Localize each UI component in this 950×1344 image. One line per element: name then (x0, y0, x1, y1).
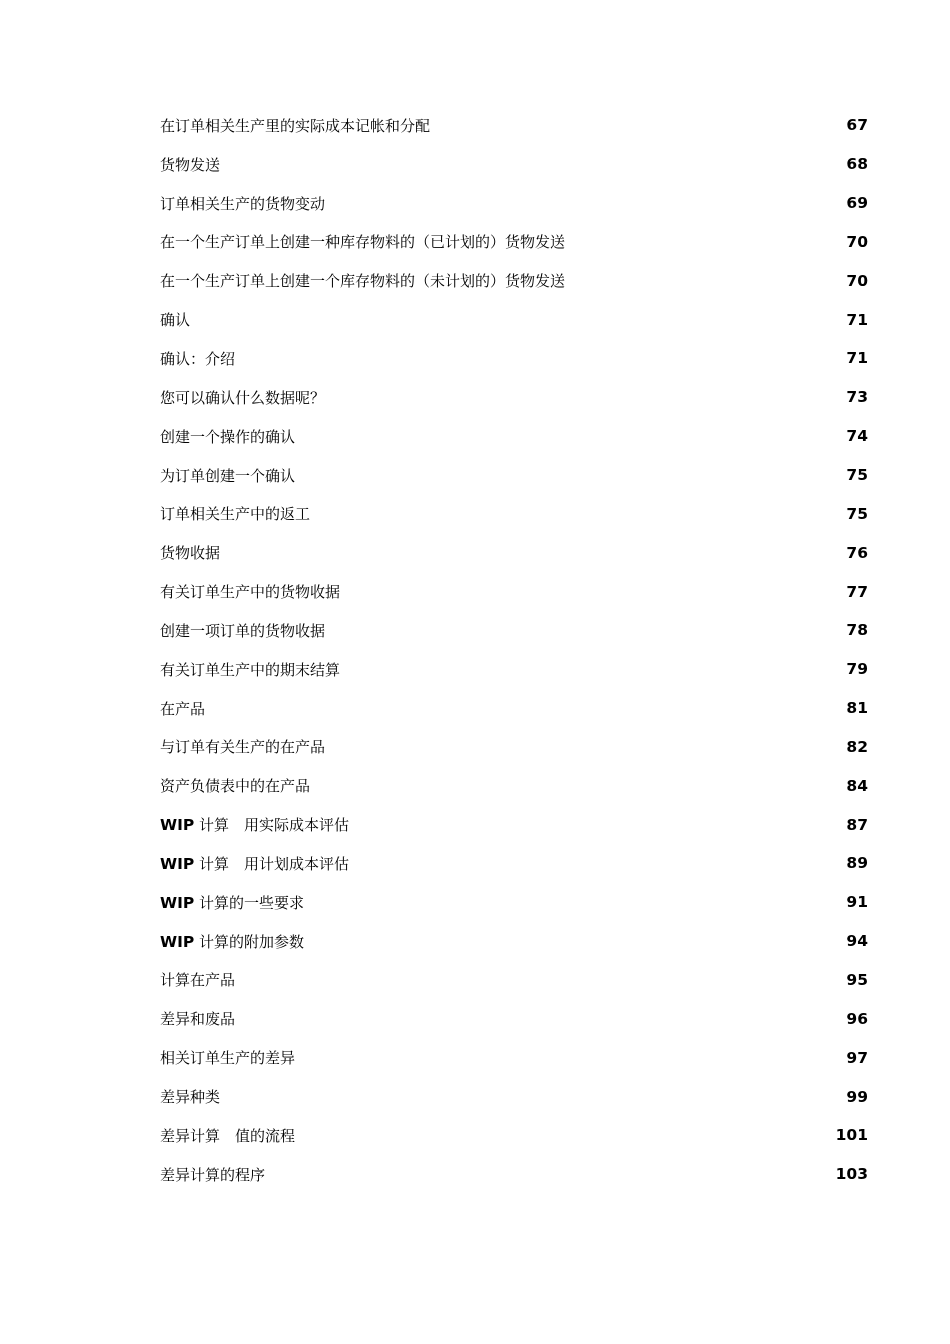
toc-entry[interactable] (160, 611, 868, 650)
toc-entry[interactable] (160, 572, 868, 611)
toc-entry-page-number: 89 (846, 854, 868, 873)
toc-entry-page-number: 71 (846, 310, 868, 329)
toc-entry[interactable] (160, 1077, 868, 1116)
toc-entry-title: 差异计算 值的流程 (160, 1126, 296, 1145)
toc-entry-page-number: 75 (846, 466, 868, 485)
toc-entry-title: 差异和废品 (160, 1010, 236, 1029)
toc-entry-page-number: 68 (846, 155, 868, 174)
toc-entry-title-prefix: WIP (160, 816, 195, 835)
toc-entry-title-prefix: WIP (160, 893, 195, 912)
toc-entry-page-number: 78 (846, 621, 868, 640)
toc-entry-title: 在产品 (160, 699, 206, 718)
toc-entry[interactable] (160, 378, 868, 417)
toc-entry-page-number: 87 (846, 815, 868, 834)
toc-entry-title (160, 814, 349, 835)
toc-entry[interactable] (160, 999, 868, 1038)
toc-entry-title-prefix: WIP (160, 854, 195, 873)
toc-entry-title: 相关订单生产的差异 (160, 1049, 296, 1068)
toc-entry-page-number: 103 (835, 1165, 868, 1184)
toc-entry-title: 为订单创建一个确认 (160, 466, 296, 485)
toc-entry[interactable] (160, 805, 868, 844)
toc-entry-page-number: 70 (846, 271, 868, 290)
toc-entry[interactable] (160, 417, 868, 456)
toc-entry[interactable] (160, 145, 868, 184)
toc-entry-title: 在一个生产订单上创建一个库存物料的（未计划的）货物发送 (160, 272, 566, 291)
toc-entry-page-number: 82 (846, 737, 868, 756)
toc-entry[interactable] (160, 261, 868, 300)
toc-entry[interactable] (160, 533, 868, 572)
toc-entry-title: 有关订单生产中的货物收据 (160, 583, 341, 602)
toc-entry-title: 有关订单生产中的期末结算 (160, 660, 341, 679)
toc-entry-title: 货物发送 (160, 155, 221, 174)
toc-entry[interactable] (160, 223, 868, 262)
toc-entry-title-text: 计算的附加参数 (194, 932, 305, 951)
toc-entry-page-number: 74 (846, 427, 868, 446)
toc-entry-page-number: 76 (846, 543, 868, 562)
toc-entry[interactable] (160, 883, 868, 922)
toc-entry-title: 资产负债表中的在产品 (160, 777, 311, 796)
toc-entry-title: 货物收据 (160, 544, 221, 563)
toc-entry-page-number: 94 (846, 932, 868, 951)
toc-entry[interactable] (160, 689, 868, 728)
toc-entry[interactable] (160, 184, 868, 223)
toc-entry[interactable] (160, 106, 868, 145)
toc-entry-page-number: 73 (846, 388, 868, 407)
toc-entry[interactable] (160, 922, 868, 961)
toc-entry-page-number: 81 (846, 699, 868, 718)
toc-entry-title: 差异计算的程序 (160, 1165, 266, 1184)
toc-entry-title: 在订单相关生产里的实际成本记帐和分配 (160, 116, 431, 135)
table-of-contents (160, 106, 868, 1194)
toc-entry[interactable] (160, 1038, 868, 1077)
toc-entry-title (160, 892, 304, 913)
toc-entry[interactable] (160, 728, 868, 767)
toc-entry-page-number: 96 (846, 1009, 868, 1028)
toc-entry[interactable] (160, 339, 868, 378)
toc-entry-title (160, 853, 349, 874)
toc-entry-page-number: 91 (846, 893, 868, 912)
toc-entry-page-number: 75 (846, 504, 868, 523)
toc-entry-title: 创建一项订单的货物收据 (160, 621, 326, 640)
toc-entry-page-number: 95 (846, 970, 868, 989)
toc-entry-title: 计算在产品 (160, 971, 236, 990)
toc-entry[interactable] (160, 961, 868, 1000)
toc-entry-title (160, 931, 304, 952)
toc-entry-page-number: 97 (846, 1048, 868, 1067)
toc-entry-title: 您可以确认什么数据呢？ (160, 388, 326, 407)
toc-entry-title-text: 计算的一些要求 (194, 893, 305, 912)
toc-entry[interactable] (160, 844, 868, 883)
toc-entry-title: 订单相关生产中的返工 (160, 505, 311, 524)
toc-entry[interactable] (160, 650, 868, 689)
toc-entry-page-number: 70 (846, 232, 868, 251)
toc-entry-page-number: 69 (846, 194, 868, 213)
toc-entry[interactable] (160, 300, 868, 339)
toc-entry-page-number: 99 (846, 1087, 868, 1106)
toc-entry-title: 差异种类 (160, 1088, 221, 1107)
toc-entry-page-number: 77 (846, 582, 868, 601)
toc-entry-title-prefix: WIP (160, 932, 195, 951)
toc-entry-title: 与订单有关生产的在产品 (160, 738, 326, 757)
toc-entry-title: 确认 (160, 311, 191, 330)
toc-entry-title-text: 计算 用实际成本评估 (194, 816, 350, 835)
toc-entry[interactable] (160, 494, 868, 533)
toc-entry-page-number: 67 (846, 116, 868, 135)
toc-entry-title: 在一个生产订单上创建一种库存物料的（已计划的）货物发送 (160, 233, 566, 252)
toc-entry-title: 创建一个操作的确认 (160, 427, 296, 446)
toc-entry[interactable] (160, 1116, 868, 1155)
toc-entry-title: 确认：介绍 (160, 349, 236, 368)
toc-entry-title-text: 计算 用计划成本评估 (194, 854, 350, 873)
toc-entry-title: 订单相关生产的货物变动 (160, 194, 326, 213)
toc-entry-page-number: 84 (846, 776, 868, 795)
toc-entry[interactable] (160, 456, 868, 495)
toc-entry[interactable] (160, 1155, 868, 1194)
toc-entry-page-number: 101 (835, 1126, 868, 1145)
toc-entry-page-number: 79 (846, 660, 868, 679)
toc-entry-page-number: 71 (846, 349, 868, 368)
toc-entry[interactable] (160, 766, 868, 805)
